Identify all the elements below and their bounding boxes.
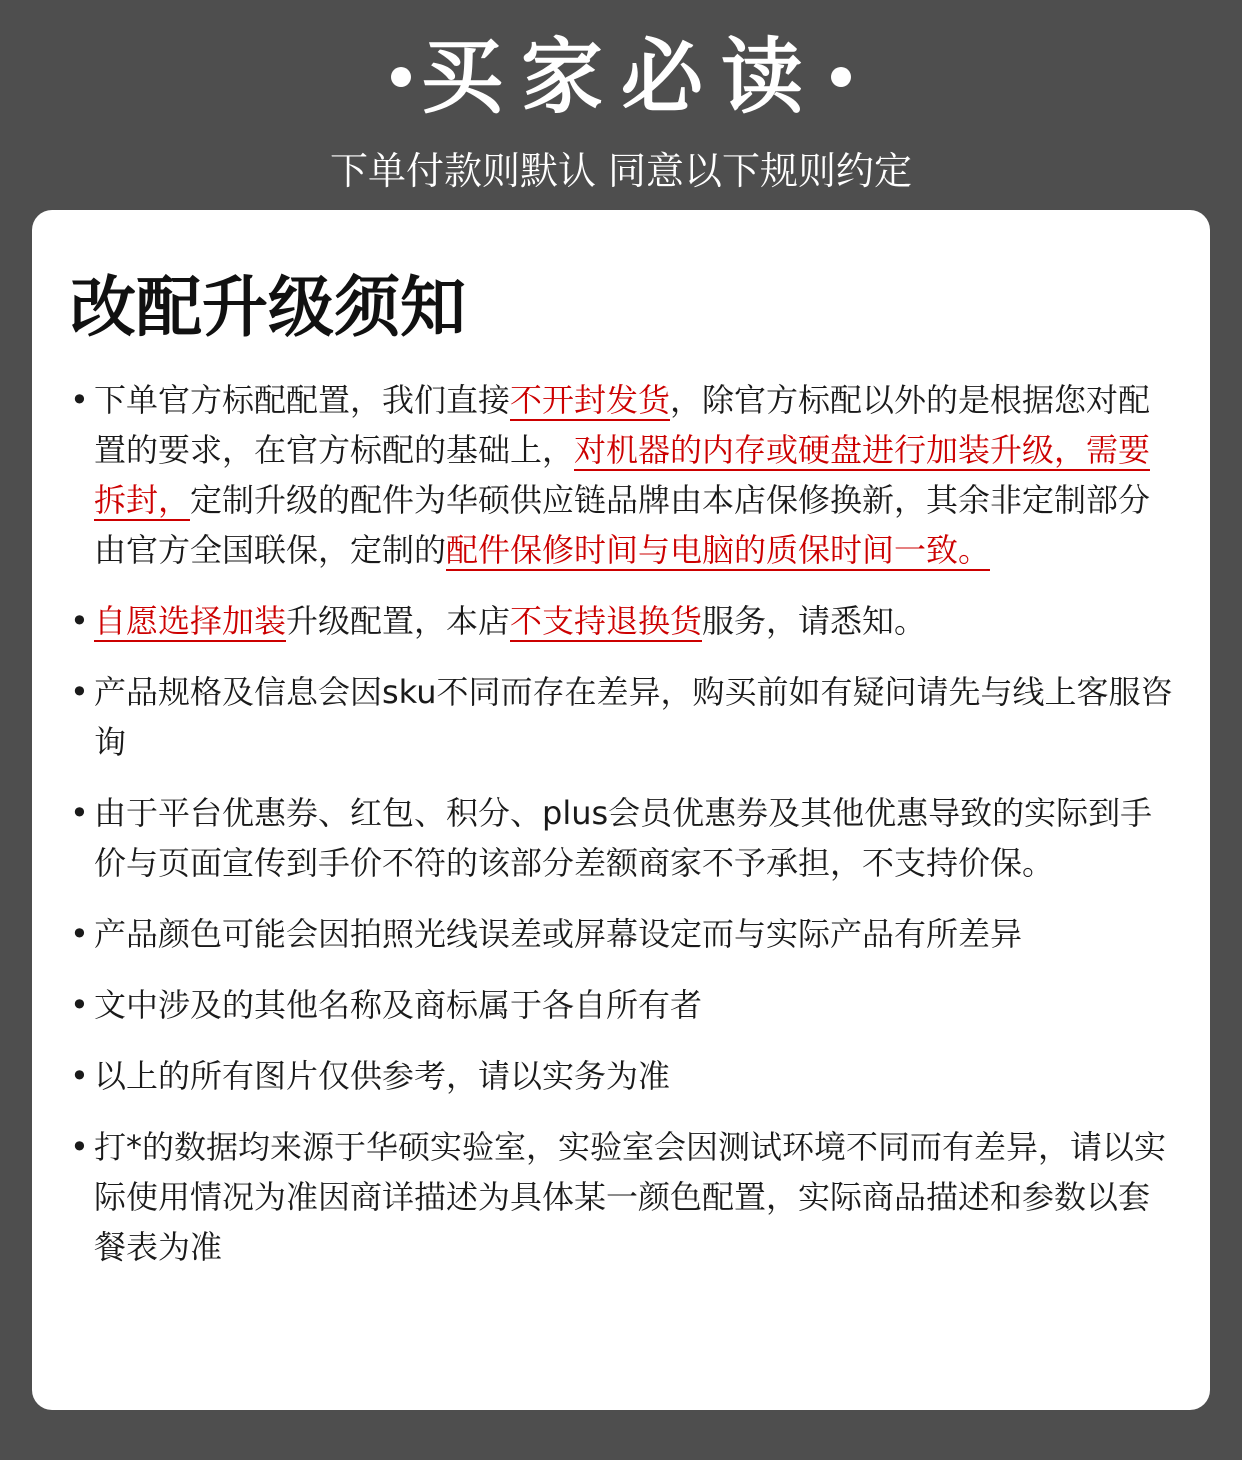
item-text: 以上的所有图片仅供参考，请以实务为准 <box>94 1057 671 1095</box>
bullet-icon: • <box>70 986 89 1024</box>
notice-card <box>32 210 1210 1410</box>
bullet-icon: • <box>70 1128 89 1166</box>
item-text: ，除官方标配以外的是根据您对配置的要求，在官方标配的基础上， <box>94 381 1151 469</box>
highlight-text: 不开封发货 <box>510 381 671 419</box>
notice-item <box>70 909 1180 959</box>
notice-item <box>70 667 1180 767</box>
item-text: 下单官方标配配置，我们直接 <box>94 381 511 419</box>
bullet-icon: • <box>70 381 89 419</box>
dot-right-icon <box>831 67 851 87</box>
header <box>0 0 1242 210</box>
notice-item <box>70 788 1180 888</box>
item-text: 文中涉及的其他名称及商标属于各自所有者 <box>94 986 703 1024</box>
highlight-text: 配件保修时间与电脑的质保时间一致。 <box>446 531 991 569</box>
page-title-text: 买家必读 <box>420 30 821 125</box>
item-text: 产品颜色可能会因拍照光线误差或屏幕设定而与实际产品有所差异 <box>94 915 1023 953</box>
item-text: 服务，请悉知。 <box>702 602 927 640</box>
dot-left-icon <box>391 67 411 87</box>
notice-item <box>70 1122 1180 1272</box>
bullet-icon: • <box>70 673 89 711</box>
item-text: 打*的数据均来源于华硕实验室，实验室会因测试环境不同而有差异，请以实际使用情况为准因商详描述为具体某一颜色配置，实际商品描述和参数以套餐表为准 <box>94 1128 1167 1266</box>
item-text: 产品规格及信息会因sku不同而存在差异，购买前如有疑问请先与线上客服咨询 <box>94 673 1173 761</box>
bullet-icon: • <box>70 1057 89 1095</box>
page-subtitle: 下单付款则默认 同意以下规则约定 <box>329 149 913 193</box>
notice-item <box>70 980 1180 1030</box>
page-title <box>0 28 1242 128</box>
card-title: 改配升级须知 <box>70 269 466 346</box>
highlight-text: 自愿选择加装 <box>94 602 287 640</box>
bullet-icon: • <box>70 915 89 953</box>
item-text: 由于平台优惠券、红包、积分、plus会员优惠券及其他优惠导致的实际到手价与页面宣传到手价不符的该部分差额商家不予承担，不支持价保。 <box>94 794 1153 882</box>
notice-item <box>70 596 1180 646</box>
bullet-icon: • <box>70 794 89 832</box>
item-text: 升级配置，本店 <box>286 602 511 640</box>
notice-list <box>70 375 1180 1293</box>
highlight-text: 对机器的内存或硬盘进行加装升级，需要拆封， <box>94 431 1151 519</box>
notice-item <box>70 375 1180 575</box>
bullet-icon: • <box>70 602 89 640</box>
notice-item <box>70 1051 1180 1101</box>
item-text: 定制升级的配件为华硕供应链品牌由本店保修换新，其余非定制部分由官方全国联保，定制的 <box>94 481 1151 569</box>
highlight-text: 不支持退换货 <box>510 602 703 640</box>
